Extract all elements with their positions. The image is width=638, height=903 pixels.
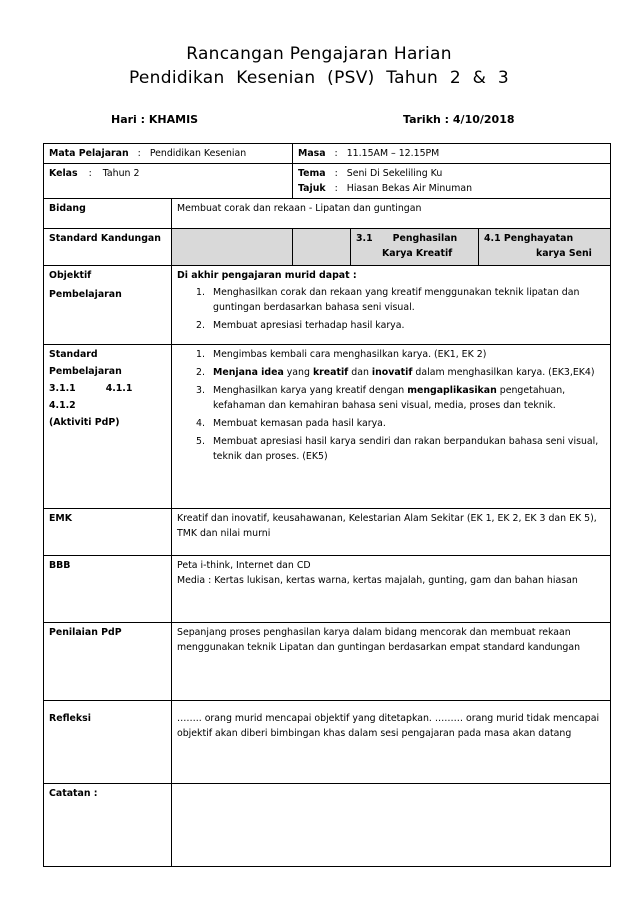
list-item — [177, 365, 605, 380]
separator: : — [334, 168, 338, 179]
page-title: Rancangan Pengajaran Harian — [186, 44, 452, 64]
list-text: Menghasilkan karya yang kreatif dengan — [213, 385, 408, 396]
list-item — [177, 318, 605, 333]
objektif-label-line2: Pembelajaran — [49, 289, 122, 300]
refleksi-label: Refleksi — [44, 701, 172, 784]
sp-code: 4.1.1 — [105, 383, 133, 394]
masa-label: Masa — [298, 148, 326, 159]
page-subtitle: Pendidikan Kesenian (PSV) Tahun 2 & 3 — [128, 68, 510, 88]
cell-mata-pelajaran — [44, 144, 293, 164]
row-refleksi — [44, 701, 611, 784]
tajuk-value: Hiasan Bekas Air Minuman — [346, 183, 473, 194]
sp-code: 3.1.1 — [49, 383, 76, 394]
list-number: 2. — [196, 367, 205, 378]
list-text: dan — [348, 367, 372, 378]
sk-penghasilan — [351, 229, 479, 266]
list-text: Membuat apresiasi terhadap hasil karya. — [213, 320, 405, 331]
list-text-bold: mengaplikasikan — [407, 385, 497, 396]
bbb-label: BBB — [44, 556, 172, 623]
separator: : — [137, 148, 141, 159]
list-item — [177, 383, 605, 413]
bbb-content — [172, 556, 611, 623]
catatan-value — [172, 784, 611, 867]
list-number: 2. — [196, 320, 205, 331]
kelas-value: Tahun 2 — [102, 168, 140, 179]
row-bbb — [44, 556, 611, 623]
objektif-label-line1: Objektif — [49, 270, 92, 281]
penilaian-value: Sepanjang proses penghasilan karya dalam bidang mencorak dan membuat rekaan menggunakan teknik Lipatan dan guntingan berdasarkan empat standard kandungan — [172, 623, 611, 701]
standard-pembelajaran-content — [172, 345, 611, 509]
refleksi-value: …….. orang murid mencapai objektif yang ditetapkan. ……… orang murid tidak mencapai objektif akan diberi bimbingan khas dalam sesi pengajaran pada masa akan datang — [172, 701, 611, 784]
sk-empty-cell — [172, 229, 293, 266]
sk-penghasilan-title: Penghasilan — [392, 233, 458, 244]
list-item — [177, 416, 605, 431]
row-mata-pelajaran — [44, 144, 611, 164]
bidang-label: Bidang — [44, 199, 172, 229]
row-standard-kandungan — [44, 229, 611, 266]
sp-code: 4.1.2 — [49, 400, 76, 411]
masa-value: 11.15AM – 12.15PM — [346, 148, 440, 159]
list-item — [177, 347, 605, 362]
cell-masa — [293, 144, 611, 164]
penilaian-label: Penilaian PdP — [44, 623, 172, 701]
lesson-plan-table — [43, 143, 611, 867]
list-number: 1. — [196, 349, 205, 360]
list-number: 1. — [196, 287, 205, 298]
list-text-bold: inovatif — [371, 367, 413, 378]
list-item — [177, 434, 605, 464]
list-text: dalam menghasilkan karya. (EK3,EK4) — [412, 367, 595, 378]
tema-value: Seni Di Sekeliling Ku — [346, 168, 443, 179]
mata-pelajaran-value: Pendidikan Kesenian — [149, 148, 247, 159]
row-kelas — [44, 164, 611, 199]
sp-label-line2: Pembelajaran — [49, 366, 122, 377]
separator: : — [334, 148, 338, 159]
bidang-value: Membuat corak dan rekaan - Lipatan dan guntingan — [172, 199, 611, 229]
list-text: Mengimbas kembali cara menghasilkan karya. (EK1, EK 2) — [213, 349, 487, 360]
bbb-line1: Peta i-think, Internet dan CD — [177, 560, 311, 571]
list-text: yang — [283, 367, 313, 378]
objektif-content — [172, 266, 611, 345]
list-text-bold: Menjana idea — [213, 367, 284, 378]
separator: : — [334, 183, 338, 194]
bbb-line2: Media : Kertas lukisan, kertas warna, kertas majalah, gunting, gam dan bahan hiasan — [177, 575, 578, 586]
tajuk-label: Tajuk — [298, 183, 326, 194]
row-catatan — [44, 784, 611, 867]
sp-label-line1: Standard — [49, 349, 98, 360]
row-penilaian — [44, 623, 611, 701]
emk-value: Kreatif dan inovatif, keusahawanan, Kelestarian Alam Sekitar (EK 1, EK 2, EK 3 dan EK 5), TMK dan nilai murni — [172, 509, 611, 556]
hari-label: Hari : KHAMIS — [111, 113, 199, 126]
cell-tema-tajuk — [293, 164, 611, 199]
sp-label-line3: (Aktiviti PdP) — [49, 417, 120, 428]
list-text: Membuat kemasan pada hasil karya. — [213, 418, 386, 429]
objektif-label — [44, 266, 172, 345]
sk-penghayatan-sub: karya Seni — [536, 248, 592, 259]
row-bidang — [44, 199, 611, 229]
sk-penghasilan-num: 3.1 — [356, 233, 373, 244]
kelas-label: Kelas — [49, 168, 78, 179]
list-number: 4. — [196, 418, 205, 429]
list-number: 3. — [196, 385, 205, 396]
list-item — [177, 285, 605, 315]
emk-label: EMK — [44, 509, 172, 556]
list-text: Membuat apresiasi hasil karya sendiri dan rakan berpandukan bahasa seni visual, teknik dan proses. (EK5) — [213, 436, 599, 462]
mata-pelajaran-label: Mata Pelajaran — [49, 148, 129, 159]
standard-kandungan-label: Standard Kandungan — [44, 229, 172, 266]
row-standard-pembelajaran — [44, 345, 611, 509]
list-text: pengetahuan, kefahaman dan kemahiran bahasa seni visual, media, proses dan teknik. — [213, 385, 566, 411]
sk-penghayatan — [479, 229, 611, 266]
list-text: Menghasilkan corak dan rekaan yang kreatif menggunakan teknik lipatan dan guntingan berdasarkan bahasa seni visual. — [213, 287, 580, 313]
row-emk — [44, 509, 611, 556]
row-objektif — [44, 266, 611, 345]
sk-penghayatan-title: 4.1 Penghayatan — [484, 233, 574, 244]
tema-label: Tema — [298, 168, 326, 179]
tarikh-label: Tarikh : 4/10/2018 — [403, 113, 515, 126]
separator: : — [88, 168, 92, 179]
objektif-intro: Di akhir pengajaran murid dapat : — [177, 270, 357, 281]
sk-empty-cell — [293, 229, 351, 266]
list-text-bold: kreatif — [312, 367, 349, 378]
cell-kelas — [44, 164, 293, 199]
standard-pembelajaran-label — [44, 345, 172, 509]
catatan-label: Catatan : — [44, 784, 172, 867]
sk-penghasilan-sub: Karya Kreatif — [382, 248, 453, 259]
list-number: 5. — [196, 436, 205, 447]
